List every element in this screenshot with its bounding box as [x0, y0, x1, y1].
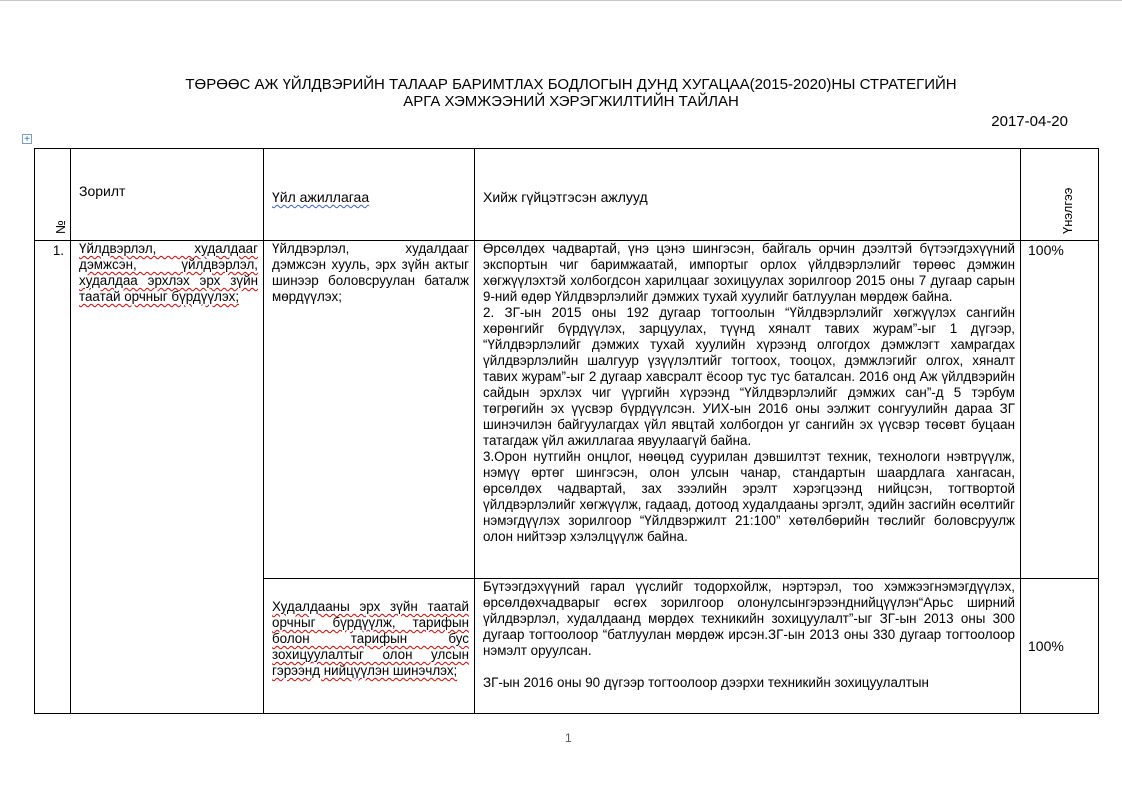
header-activity-label: Үйл ажиллагаа [272, 189, 370, 205]
done-cell [475, 241, 1021, 579]
page-top-border [0, 0, 1122, 1]
goal-text: Үйлдвэрлэл, худалдааг дэмжсэн, үйлдвэрлэл, худалдаа эрхлэх эрх зүйн таатай орчныг бүрдүүлэх; [79, 241, 258, 304]
report-date: 2017-04-20 [991, 113, 1068, 130]
header-done: Хийж гүйцэтгэсэн ажлууд [475, 149, 1021, 241]
table-move-handle-icon[interactable]: + [22, 134, 32, 144]
header-rating-label: Үнэлгээ [1059, 187, 1075, 234]
done-paragraph: ЗГ-ын 2016 оны 90 дүгээр тогтоолоор дээрхи техникийн зохицуулалтын [483, 675, 929, 690]
report-table [34, 148, 1099, 714]
done-paragraph: 3.Орон нутгийн онцлог, нөөцөд суурилан дэвшилтэт техник, технологи нэвтрүүлж, нэмүү өртөг шингэсэн, олон улсын чанар, стандартын шаардлага хангасан, өрсөлдөх чадвартай, зах зээлийн эрэлт хэрэгцээнд нийцсэн, тогтвортой үйлдвэрлэлийг хөгжүүлж, гадаад, дотоод худалдааны эргэлт, эдийн засгийн өсөлтийг нэмэгдүүлэх зорилгоор “Үйлдвэржилт 21:100” хөтөлбөрийн төслийг боловсруулж олон нийтээр хэлэлцүүлж байна. [483, 449, 1015, 544]
activity-text: Худалдааны эрх зүйн таатай орчныг бүрдүүлж, тарифын болон тарифын бус зохицуулалтыг олон улсын гэрээнд нийцүүлэн шинэчлэх; [272, 599, 469, 678]
page-number: 1 [565, 731, 572, 745]
header-goal: Зорилт [71, 149, 264, 241]
document-title [100, 76, 1042, 110]
header-rating [1021, 149, 1099, 241]
header-number-label: № [52, 220, 68, 234]
header-activity [264, 149, 475, 241]
row-number: 1. [35, 241, 71, 714]
header-number [35, 149, 71, 241]
goal-cell [71, 241, 264, 714]
title-line-1: ТӨРӨӨС АЖ ҮЙЛДВЭРИЙН ТАЛААР БАРИМТЛАХ БОДЛОГЫН ДУНД ХУГАЦАА(2015-2020)НЫ СТРАТЕГИЙН [185, 76, 957, 93]
done-paragraph: Өрсөлдөх чадвартай, үнэ цэнэ шингэсэн, байгаль орчин дээлтэй бүтээгдэхүүний экспортын чиг баримжаатай, импортыг орлох үйлдвэрлэлийг төрөөс дэмжин хөгжүүлэхтэй холбогдсон харилцааг зохицуулах зорилгоор 2015 оны 7 дугаар сарын 9-ний өдөр Үйлдвэрлэлийг дэмжих тухай хуулийг батлуулан мөрдөж байна. [483, 241, 1015, 304]
rating-cell: 100% [1021, 579, 1099, 714]
activity-cell [264, 579, 475, 714]
table-row [35, 241, 1099, 579]
done-paragraph: Бүтээгдэхүүний гарал үүслийг тодорхойлж, нэртэрэл, тоо хэмжээгнэмэгдүүлэх, өрсөлдөхчадварыг өсгөх зорилгоор олонулсынгэрээнднийцүүлэн“Арьс ширний үйлдвэрлэл, худалдаанд мөрдөх техникийн зохицуулалт”-ыг ЗГ-ын 2013 оны 300 дугаар тогтоолоор “батлуулан мөрдөж ирсэн.ЗГ-ын 2013 оны 330 дугаар тогтоолоор нэмэлт оруулсан. [483, 579, 1015, 658]
table-header-row [35, 149, 1099, 241]
activity-cell: Үйлдвэрлэл, худалдааг дэмжсэн хууль, эрх зүйн актыг шинээр боловсруулан баталж мөрдүүлэх; [264, 241, 475, 579]
rating-cell: 100% [1021, 241, 1099, 579]
done-cell [475, 579, 1021, 714]
done-paragraph: 2. ЗГ-ын 2015 оны 192 дугаар тогтоолын “Үйлдвэрлэлийг хөгжүүлэх сангийн хөрөнгийг бүрдүүлэх, зарцуулах, түүнд хяналт тавих журам”-ыг 1 дүгээр, “Үйлдвэрлэлийг дэмжих тухай хуулийн хүрээнд олгогдох дэмжлэгт хамрагдах үйлдвэрлэлийн шалгуур үзүүлэлтийг тогтоох, тооцох, дэмжлэгийг олгох, хяналт тавих журам”-ыг 2 дугаар хавсралт ёсоор тус тус баталсан. 2016 онд Аж үйлдвэрийн сайдын эрхлэх чиг үүргийн хүрээнд “Үйлдвэрлэлийг дэмжих сан”-д 5 тэрбум төгрөгийн эх үүсвэр бүрдүүлсэн. УИХ-ын 2016 оны ээлжит сонгуулийн дараа ЗГ шинэчилэн байгуулагдах үйл явцтай холбогдон уг сангийн эх үүсвэр төсөвт буцаан татагдаж үйл ажиллагаа явуулаагүй байна. [483, 305, 1015, 448]
title-line-2: АРГА ХЭМЖЭЭНИЙ ХЭРЭГЖИЛТИЙН ТАЙЛАН [403, 93, 739, 110]
